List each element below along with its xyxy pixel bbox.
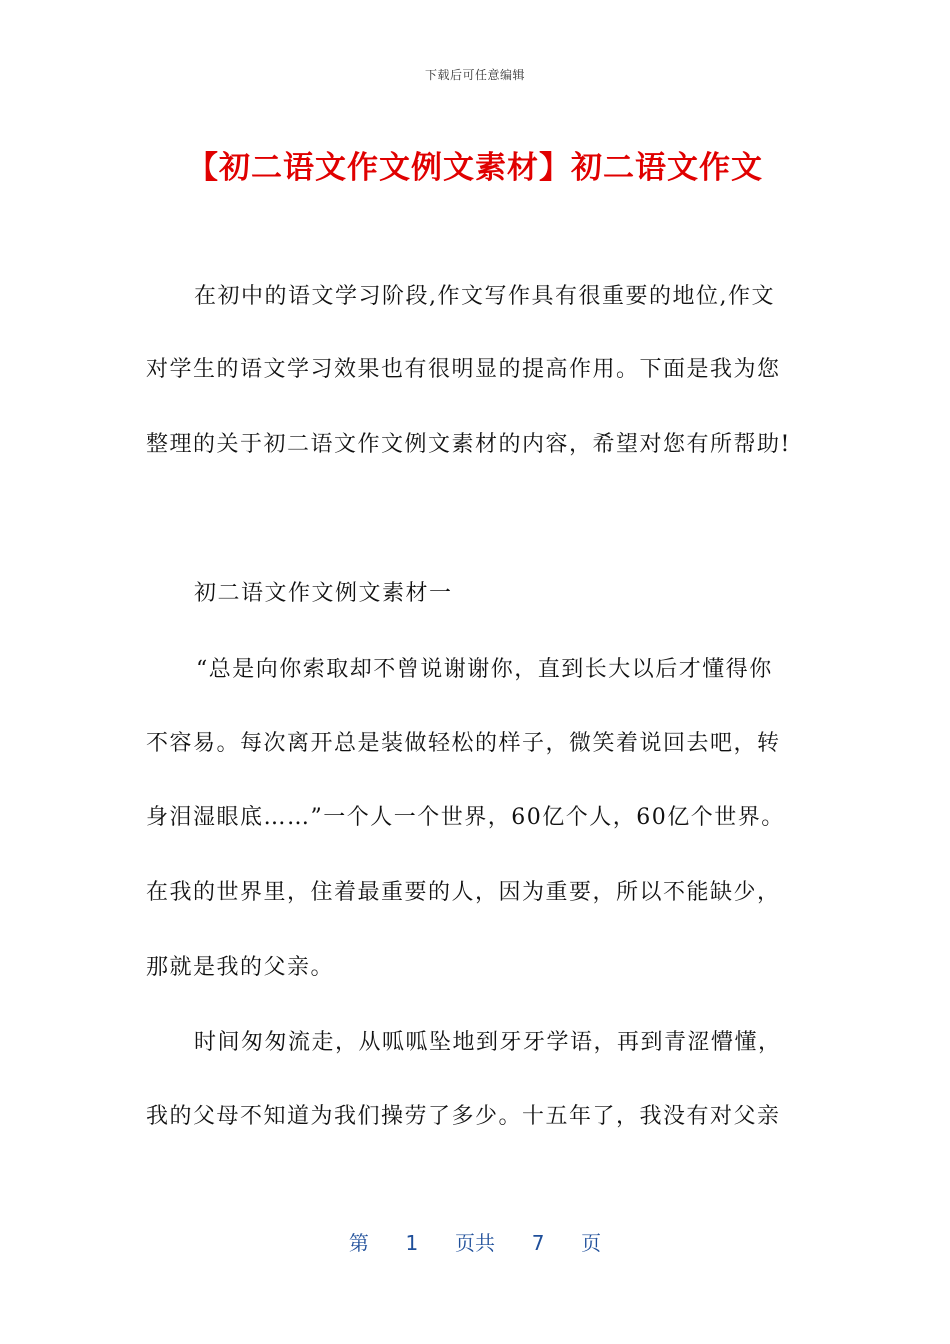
paragraph-line: 时间匆匆流走，从呱呱坠地到牙牙学语，再到青涩懵懂， bbox=[194, 1030, 782, 1055]
footer-page-label: 第 bbox=[348, 1231, 369, 1255]
page-footer bbox=[0, 1227, 950, 1256]
header-note: 下载后可任意编辑 bbox=[424, 68, 525, 82]
paragraph-line: 在我的世界里，住着最重要的人，因为重要，所以不能缺少， bbox=[146, 880, 781, 905]
paragraph-line: “总是向你索取却不曾说谢谢你，直到长大以后才懂得你 bbox=[196, 657, 773, 682]
document-title: 【初二语文作文例文素材】初二语文作文 bbox=[187, 150, 763, 186]
footer-of-label: 页共 bbox=[455, 1231, 495, 1255]
paragraph-line: 整理的关于初二语文作文例文素材的内容，希望对您有所帮助! bbox=[146, 432, 791, 457]
paragraph-line: 对学生的语文学习效果也有很明显的提高作用。下面是我为您 bbox=[146, 357, 781, 382]
paragraph-line: 身泪湿眼底……”一个人一个世界，60亿个人，60亿个世界。 bbox=[146, 805, 785, 830]
footer-total-pages: 7 bbox=[531, 1231, 545, 1255]
paragraph-line: 在初中的语文学习阶段,作文写作具有很重要的地位,作文 bbox=[194, 284, 775, 309]
footer-current-page: 1 bbox=[405, 1231, 419, 1255]
paragraph-line: 那就是我的父亲。 bbox=[146, 955, 335, 980]
section-heading: 初二语文作文例文素材一 bbox=[194, 581, 453, 606]
footer-end-label: 页 bbox=[581, 1231, 602, 1255]
paragraph-line: 不容易。每次离开总是装做轻松的样子，微笑着说回去吧，转 bbox=[146, 731, 781, 756]
paragraph-line: 我的父母不知道为我们操劳了多少。十五年了，我没有对父亲 bbox=[146, 1104, 781, 1129]
